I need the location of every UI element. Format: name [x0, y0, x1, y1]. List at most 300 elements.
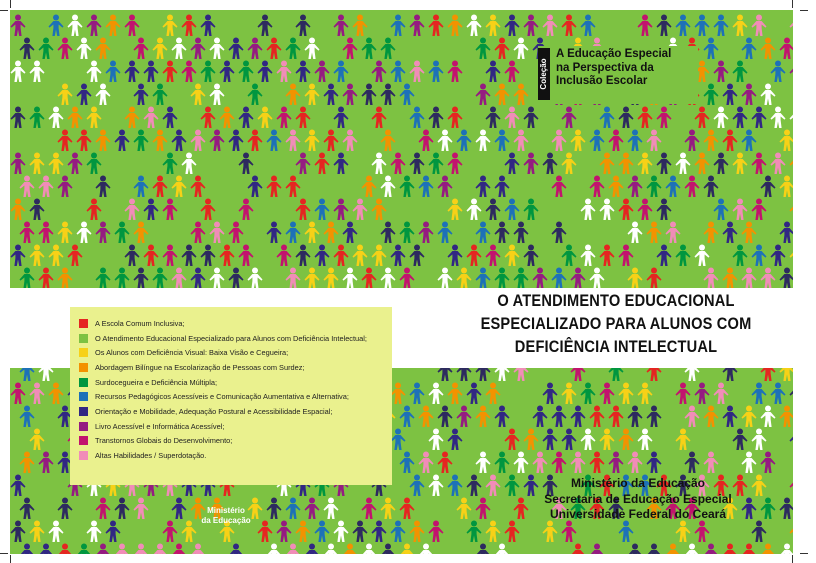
- people-figure-icon: [220, 245, 235, 267]
- people-figure-icon: [58, 222, 73, 244]
- people-figure-icon: [742, 222, 757, 244]
- book-cover: [10, 10, 793, 554]
- people-figure-icon: [790, 199, 794, 221]
- people-figure-icon: [771, 153, 786, 175]
- people-figure-icon: [771, 107, 786, 129]
- people-figure-icon: [201, 245, 216, 267]
- crop-mark: [792, 555, 793, 563]
- people-figure-icon: [296, 245, 311, 267]
- people-figure-icon: [742, 406, 757, 428]
- people-figure-icon: [457, 406, 472, 428]
- people-figure-icon: [628, 222, 643, 244]
- people-figure-icon: [400, 406, 415, 428]
- people-figure-icon: [134, 268, 149, 290]
- people-figure-icon: [562, 429, 577, 451]
- people-figure-icon: [486, 15, 501, 37]
- people-figure-icon: [704, 452, 719, 474]
- people-figure-icon: [125, 245, 140, 267]
- people-figure-icon: [647, 544, 662, 555]
- people-figure-icon: [476, 84, 491, 106]
- people-figure-icon: [476, 176, 491, 198]
- people-figure-icon: [267, 544, 282, 555]
- people-figure-icon: [248, 268, 263, 290]
- people-figure-icon: [172, 544, 187, 555]
- people-figure-icon: [96, 130, 111, 152]
- people-figure-icon: [647, 222, 662, 244]
- title-line: O ATENDIMENTO EDUCACIONAL: [497, 291, 735, 310]
- collection-tag: [538, 48, 550, 100]
- people-figure-icon: [296, 107, 311, 129]
- people-figure-icon: [761, 176, 776, 198]
- people-figure-icon: [30, 521, 45, 543]
- people-figure-icon: [410, 521, 425, 543]
- people-figure-icon: [277, 245, 292, 267]
- people-figure-icon: [400, 268, 415, 290]
- people-figure-icon: [505, 107, 520, 129]
- people-figure-icon: [239, 61, 254, 83]
- people-figure-icon: [153, 38, 168, 60]
- people-figure-icon: [305, 498, 320, 520]
- people-figure-icon: [752, 245, 767, 267]
- people-figure-icon: [191, 268, 206, 290]
- people-figure-icon: [77, 222, 92, 244]
- topic-item: [79, 389, 392, 404]
- people-figure-icon: [647, 406, 662, 428]
- people-figure-icon: [438, 176, 453, 198]
- people-figure-icon: [457, 268, 472, 290]
- people-figure-icon: [362, 268, 377, 290]
- people-figure-icon: [742, 544, 757, 555]
- people-figure-icon: [115, 268, 130, 290]
- people-figure-icon: [58, 498, 73, 520]
- people-figure-icon: [780, 544, 794, 555]
- people-figure-icon: [381, 130, 396, 152]
- people-figure-icon: [11, 153, 26, 175]
- people-figure-icon: [419, 544, 434, 555]
- people-figure-icon: [163, 15, 178, 37]
- people-figure-icon: [239, 107, 254, 129]
- topic-item: [79, 360, 392, 375]
- people-figure-icon: [628, 176, 643, 198]
- people-figure-icon: [353, 199, 368, 221]
- people-figure-icon: [609, 406, 624, 428]
- people-figure-icon: [267, 498, 282, 520]
- topic-color-swatch: [79, 319, 88, 328]
- people-figure-icon: [343, 544, 358, 555]
- people-figure-icon: [790, 475, 794, 497]
- people-figure-icon: [239, 245, 254, 267]
- people-figure-icon: [172, 268, 187, 290]
- people-figure-icon: [49, 15, 64, 37]
- people-figure-icon: [647, 452, 662, 474]
- people-figure-icon: [628, 406, 643, 428]
- people-figure-icon: [182, 15, 197, 37]
- people-figure-icon: [514, 130, 529, 152]
- topic-label: Surdocegueira e Deficiência Múltipla;: [95, 377, 218, 387]
- people-figure-icon: [334, 521, 349, 543]
- people-figure-icon: [201, 199, 216, 221]
- people-figure-icon: [514, 268, 529, 290]
- people-figure-icon: [210, 38, 225, 60]
- people-figure-icon: [372, 245, 387, 267]
- people-figure-icon: [163, 61, 178, 83]
- people-figure-icon: [77, 38, 92, 60]
- people-figure-icon: [144, 107, 159, 129]
- people-figure-icon: [77, 544, 92, 555]
- people-figure-icon: [752, 521, 767, 543]
- people-figure-icon: [277, 107, 292, 129]
- people-figure-icon: [153, 268, 168, 290]
- ministry-logo-line: Ministério: [207, 506, 245, 515]
- people-figure-icon: [552, 222, 567, 244]
- people-figure-icon: [628, 544, 643, 555]
- people-figure-icon: [400, 176, 415, 198]
- people-figure-icon: [742, 38, 757, 60]
- people-figure-icon: [125, 107, 140, 129]
- people-figure-icon: [163, 107, 178, 129]
- people-figure-icon: [524, 245, 539, 267]
- people-figure-icon: [695, 521, 710, 543]
- people-figure-icon: [248, 176, 263, 198]
- people-figure-icon: [685, 176, 700, 198]
- people-figure-icon: [58, 84, 73, 106]
- people-figure-icon: [410, 15, 425, 37]
- people-figure-icon: [381, 176, 396, 198]
- topic-label: Os Alunos com Deficiência Visual: Baixa Visão e Cegueira;: [95, 348, 289, 358]
- topic-color-swatch: [79, 422, 88, 431]
- crop-mark: [10, 555, 11, 563]
- topic-label: O Atendimento Educacional Especializado para Alunos com Deficiência Intelectual;: [95, 333, 367, 343]
- people-figure-icon: [362, 544, 377, 555]
- series-topics-box: [70, 307, 392, 485]
- people-figure-icon: [666, 544, 681, 555]
- people-figure-icon: [543, 15, 558, 37]
- people-figure-icon: [248, 84, 263, 106]
- people-figure-icon: [742, 130, 757, 152]
- topic-label: A Escola Comum Inclusiva;: [95, 318, 185, 328]
- people-figure-icon: [714, 107, 729, 129]
- people-figure-icon: [790, 61, 794, 83]
- people-figure-icon: [704, 130, 719, 152]
- topic-list: [70, 307, 392, 463]
- people-figure-icon: [704, 268, 719, 290]
- people-figure-icon: [780, 38, 794, 60]
- people-figure-icon: [552, 406, 567, 428]
- people-figure-icon: [49, 107, 64, 129]
- people-figure-icon: [562, 383, 577, 405]
- people-figure-icon: [619, 107, 634, 129]
- people-figure-icon: [448, 475, 463, 497]
- people-figure-icon: [315, 521, 330, 543]
- people-figure-icon: [704, 544, 719, 555]
- people-figure-icon: [286, 84, 301, 106]
- people-figure-icon: [438, 452, 453, 474]
- people-figure-icon: [267, 38, 282, 60]
- people-figure-icon: [286, 130, 301, 152]
- people-figure-icon: [723, 268, 738, 290]
- people-figure-icon: [476, 222, 491, 244]
- topic-color-swatch: [79, 407, 88, 416]
- people-figure-icon: [315, 245, 330, 267]
- people-figure-icon: [286, 544, 301, 555]
- people-figure-icon: [429, 153, 444, 175]
- people-figure-icon: [229, 268, 244, 290]
- people-figure-icon: [780, 498, 794, 520]
- topic-color-swatch: [79, 392, 88, 401]
- people-figure-icon: [552, 176, 567, 198]
- people-figure-icon: [790, 429, 794, 451]
- people-figure-icon: [457, 498, 472, 520]
- people-figure-icon: [20, 544, 35, 555]
- people-figure-icon: [324, 498, 339, 520]
- people-figure-icon: [524, 429, 539, 451]
- people-figure-icon: [733, 107, 748, 129]
- people-figure-icon: [438, 130, 453, 152]
- people-figure-icon: [296, 61, 311, 83]
- people-figure-icon: [343, 268, 358, 290]
- people-figure-icon: [628, 268, 643, 290]
- people-figure-icon: [761, 84, 776, 106]
- people-figure-icon: [429, 475, 444, 497]
- people-figure-icon: [752, 15, 767, 37]
- people-figure-icon: [286, 38, 301, 60]
- people-figure-icon: [676, 245, 691, 267]
- people-figure-icon: [87, 107, 102, 129]
- people-figure-icon: [87, 153, 102, 175]
- people-figure-icon: [685, 544, 700, 555]
- people-figure-icon: [448, 153, 463, 175]
- people-figure-icon: [410, 245, 425, 267]
- people-figure-icon: [353, 521, 368, 543]
- people-figure-icon: [647, 176, 662, 198]
- people-figure-icon: [191, 130, 206, 152]
- people-figure-icon: [258, 61, 273, 83]
- people-figure-icon: [790, 153, 794, 175]
- people-figure-icon: [771, 383, 786, 405]
- people-figure-icon: [505, 521, 520, 543]
- people-figure-icon: [400, 84, 415, 106]
- people-figure-icon: [790, 245, 794, 267]
- people-figure-icon: [77, 84, 92, 106]
- people-figure-icon: [533, 452, 548, 474]
- people-figure-icon: [638, 153, 653, 175]
- people-figure-icon: [505, 61, 520, 83]
- people-figure-icon: [191, 222, 206, 244]
- people-figure-icon: [429, 429, 444, 451]
- people-figure-icon: [742, 452, 757, 474]
- people-figure-icon: [87, 61, 102, 83]
- people-figure-icon: [723, 406, 738, 428]
- people-figure-icon: [495, 130, 510, 152]
- people-figure-icon: [381, 84, 396, 106]
- topic-item: [79, 434, 392, 449]
- people-figure-icon: [733, 15, 748, 37]
- people-figure-icon: [562, 153, 577, 175]
- people-figure-icon: [666, 176, 681, 198]
- people-figure-icon: [191, 176, 206, 198]
- people-figure-icon: [448, 61, 463, 83]
- people-figure-icon: [514, 222, 529, 244]
- people-figure-icon: [286, 268, 301, 290]
- people-figure-icon: [486, 475, 501, 497]
- people-figure-icon: [419, 452, 434, 474]
- people-figure-icon: [315, 199, 330, 221]
- topic-color-swatch: [79, 348, 88, 357]
- people-figure-icon: [144, 199, 159, 221]
- people-figure-icon: [410, 107, 425, 129]
- people-figure-icon: [286, 222, 301, 244]
- people-figure-icon: [106, 15, 121, 37]
- people-figure-icon: [248, 130, 263, 152]
- people-figure-icon: [324, 222, 339, 244]
- people-figure-icon: [153, 544, 168, 555]
- people-figure-icon: [20, 452, 35, 474]
- people-figure-icon: [49, 153, 64, 175]
- people-figure-icon: [552, 268, 567, 290]
- people-figure-icon: [467, 199, 482, 221]
- people-figure-icon: [391, 245, 406, 267]
- people-figure-icon: [381, 544, 396, 555]
- people-figure-icon: [581, 383, 596, 405]
- people-figure-icon: [619, 245, 634, 267]
- topic-item: [79, 316, 392, 331]
- people-figure-icon: [590, 130, 605, 152]
- people-figure-icon: [286, 176, 301, 198]
- people-figure-icon: [676, 429, 691, 451]
- topic-label: Livro Acessível e Informática Acessível;: [95, 421, 225, 431]
- people-figure-icon: [77, 130, 92, 152]
- people-figure-icon: [49, 521, 64, 543]
- people-figure-icon: [790, 107, 794, 129]
- people-figure-icon: [11, 245, 26, 267]
- people-figure-icon: [600, 153, 615, 175]
- people-figure-icon: [552, 452, 567, 474]
- people-figure-icon: [30, 429, 45, 451]
- people-figure-icon: [343, 222, 358, 244]
- topic-item: [79, 375, 392, 390]
- people-figure-icon: [106, 61, 121, 83]
- crop-mark: [800, 553, 808, 554]
- people-figure-icon: [685, 130, 700, 152]
- people-figure-icon: [752, 153, 767, 175]
- topic-color-swatch: [79, 378, 88, 387]
- topic-color-swatch: [79, 363, 88, 372]
- people-figure-icon: [258, 107, 273, 129]
- people-figure-icon: [39, 176, 54, 198]
- people-figure-icon: [571, 406, 586, 428]
- people-figure-icon: [514, 452, 529, 474]
- people-figure-icon: [419, 222, 434, 244]
- people-figure-icon: [343, 38, 358, 60]
- people-figure-icon: [742, 84, 757, 106]
- people-figure-icon: [172, 38, 187, 60]
- people-figure-icon: [210, 84, 225, 106]
- people-figure-icon: [685, 406, 700, 428]
- collection-label: [538, 46, 698, 104]
- people-figure-icon: [552, 130, 567, 152]
- people-figure-icon: [562, 245, 577, 267]
- people-figure-icon: [514, 84, 529, 106]
- people-figure-icon: [467, 245, 482, 267]
- people-figure-icon: [30, 383, 45, 405]
- people-figure-icon: [695, 107, 710, 129]
- people-figure-icon: [619, 383, 634, 405]
- people-figure-icon: [609, 452, 624, 474]
- people-figure-icon: [229, 130, 244, 152]
- people-figure-icon: [486, 107, 501, 129]
- people-figure-icon: [505, 153, 520, 175]
- people-figure-icon: [286, 498, 301, 520]
- people-figure-icon: [11, 383, 26, 405]
- people-figure-icon: [125, 199, 140, 221]
- people-figure-icon: [495, 406, 510, 428]
- people-figure-icon: [296, 15, 311, 37]
- people-figure-icon: [704, 38, 719, 60]
- people-figure-icon: [68, 15, 83, 37]
- people-figure-icon: [381, 268, 396, 290]
- people-figure-icon: [704, 84, 719, 106]
- people-figure-icon: [182, 61, 197, 83]
- people-figure-icon: [134, 130, 149, 152]
- people-figure-icon: [134, 176, 149, 198]
- publisher-line: Ministério da Educação: [570, 476, 706, 490]
- people-figure-icon: [267, 176, 282, 198]
- people-figure-icon: [429, 521, 444, 543]
- people-figure-icon: [761, 406, 776, 428]
- people-figure-icon: [172, 130, 187, 152]
- people-figure-icon: [324, 84, 339, 106]
- people-figure-icon: [761, 452, 776, 474]
- people-figure-icon: [495, 544, 510, 555]
- people-figure-icon: [505, 199, 520, 221]
- people-figure-icon: [372, 199, 387, 221]
- people-figure-icon: [543, 429, 558, 451]
- people-figure-icon: [305, 130, 320, 152]
- topic-label: Transtornos Globais do Desenvolvimento;: [95, 436, 233, 446]
- people-figure-icon: [543, 521, 558, 543]
- people-figure-icon: [590, 268, 605, 290]
- people-figure-icon: [11, 521, 26, 543]
- people-figure-icon: [58, 176, 73, 198]
- people-figure-icon: [524, 199, 539, 221]
- people-figure-icon: [695, 15, 710, 37]
- people-figure-icon: [429, 383, 444, 405]
- topic-item: [79, 331, 392, 346]
- people-figure-icon: [277, 61, 292, 83]
- people-figure-icon: [20, 406, 35, 428]
- people-figure-icon: [182, 521, 197, 543]
- people-figure-icon: [11, 199, 26, 221]
- people-figure-icon: [438, 222, 453, 244]
- people-figure-icon: [39, 268, 54, 290]
- people-figure-icon: [448, 15, 463, 37]
- people-figure-icon: [638, 383, 653, 405]
- people-figure-icon: [562, 521, 577, 543]
- people-figure-icon: [704, 176, 719, 198]
- people-figure-icon: [467, 15, 482, 37]
- people-figure-icon: [733, 245, 748, 267]
- people-figure-icon: [220, 61, 235, 83]
- people-figure-icon: [571, 130, 586, 152]
- people-figure-icon: [676, 521, 691, 543]
- people-figure-icon: [676, 15, 691, 37]
- ministry-logo-line: da Educação: [201, 515, 251, 525]
- people-figure-icon: [305, 38, 320, 60]
- people-figure-icon: [20, 38, 35, 60]
- people-figure-icon: [476, 498, 491, 520]
- people-figure-icon: [543, 383, 558, 405]
- people-figure-icon: [628, 452, 643, 474]
